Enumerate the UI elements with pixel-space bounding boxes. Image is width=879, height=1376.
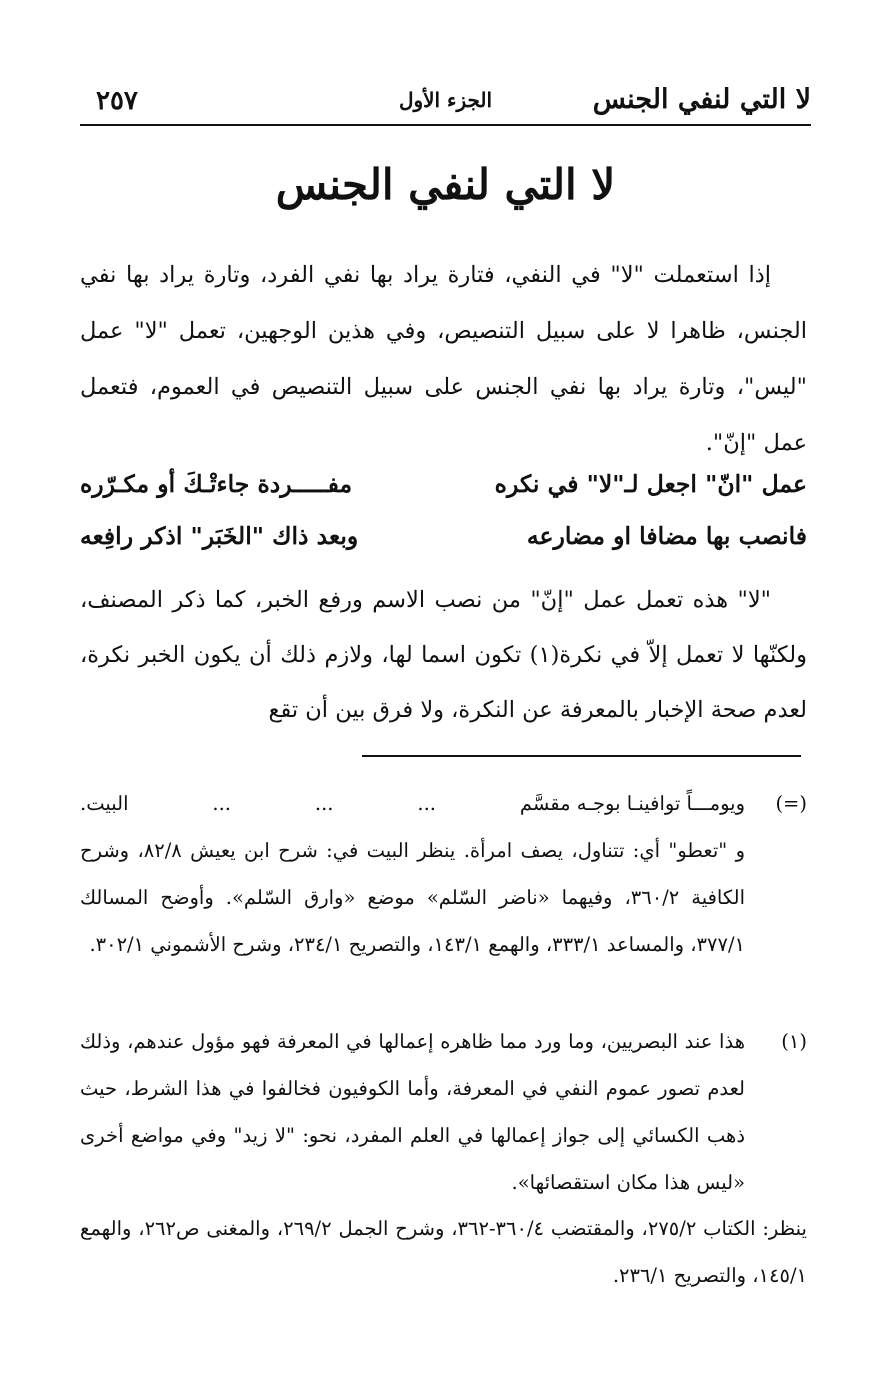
intro-text: إذا استعملت "لا" في النفي، فتارة يراد بها نفي الفرد، وتارة يراد بها نفي الجنس، ظاهرا لا على سبيل التنصيص، وفي هذين الوجهين، تعمل "لا" عمل "ليس"، وتارة يراد بها نفي الجنس على سبيل التنصيص في العموم، فتعمل عمل "إنّ".: [80, 262, 807, 456]
verse-line: [80, 470, 807, 514]
footnote-verse-ellipsis: ...: [417, 792, 436, 815]
footnote-text: و "تعطو" أي: تتناول، يصف امرأة. ينظر البيت في: شرح ابن يعيش ٨٢/٨، وشرح الكافية ٣٦٠/٢، وفيهما «ناضر السّلم» موضع «وارق السّلم». وأوضح المسالك ٣٧٧/١، والمساعد ٣٣٣/١، والهمع ١٤٣/١، والتصريح ٢٣٤/١، وشرح الأشموني ٣٠٢/١.: [80, 839, 745, 956]
footnote-mark: (١): [781, 1030, 807, 1053]
chapter-title: لا التي لنفي الجنس: [592, 84, 811, 115]
footnote: [80, 780, 807, 968]
verse-line: [80, 522, 807, 566]
footnote-verse-ellipsis: ...: [212, 792, 231, 815]
intro-paragraph: [80, 247, 807, 471]
running-header: [80, 80, 811, 122]
footnote-sources-text: ينظر: الكتاب ٢٧٥/٢، والمقتضب ٣٦٠/٤-٣٦٢، وشرح الجمل ٢٦٩/٢، والمغنى ص٢٦٢، والهمع ١٤٥/١، والتصريح ٢٣٦/١.: [80, 1217, 807, 1287]
page-number: ٢٥٧: [96, 86, 138, 116]
section-title: لا التي لنفي الجنس: [275, 160, 616, 209]
footnote-verse-end: البيت.: [80, 792, 129, 815]
explanation-text: "لا" هذه تعمل عمل "إنّ" من نصب الاسم ورفع الخبر، كما ذكر المصنف، ولكنّها لا تعمل إلاّ في نكرة(١) تكون اسما لها، ولازم ذلك أن يكون الخبر نكرة، لعدم صحة الإخبار بالمعرفة عن النكرة، ولا فرق بين أن تقع: [80, 587, 807, 723]
verse-hemistich-second: وبعد ذاك "الخَبَر" اذكر رافِعه: [80, 522, 359, 550]
explanation-paragraph: [80, 573, 807, 738]
part-label: الجزء الأول: [398, 88, 493, 112]
footnote-verse-text: ويومـــاً توافينـا بوجـه مقسَّم: [519, 792, 745, 815]
footnote-text: هذا عند البصريين، وما ورد مما ظاهره إعمالها في المعرفة فهو مؤول عندهم، وذلك لعدم تصور عموم النفي في المعرفة، وأما الكوفيون فخالفوا في هذا الشرط، حيث ذهب الكسائي إلى جواز إعمالها في العلم المفرد، نحو: "لا زيد" وفي مواضع أخرى «ليس هذا مكان استقصائها».: [80, 1030, 745, 1194]
verse-hemistich-first: فانصب بها مضافا او مضارعه: [526, 522, 807, 550]
footnote-verse-ellipsis: ...: [314, 792, 334, 815]
footnote-sources: [80, 1205, 807, 1299]
footnote-mark: (=): [775, 792, 807, 815]
footnote: [80, 1018, 807, 1206]
footnote-verse: [80, 780, 745, 827]
verse-hemistich-second: مفـــــردة جاءتْـكَ أو مكـرّره: [80, 470, 353, 498]
verse-hemistich-first: عمل "انّ" اجعل لـ"لا" في نكره: [494, 470, 807, 498]
footnote-separator: [362, 755, 801, 757]
header-rule: [80, 124, 811, 126]
